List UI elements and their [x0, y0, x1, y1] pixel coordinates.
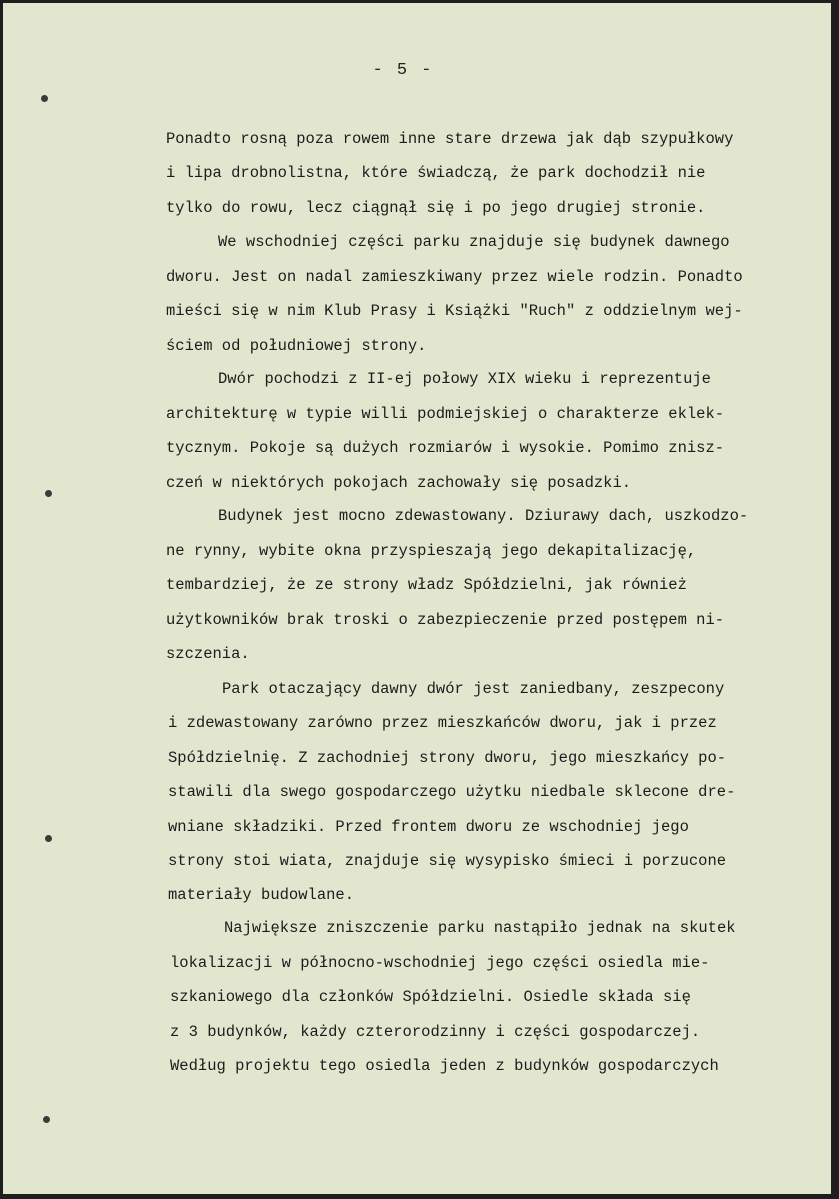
text-line: tycznym. Pokoje są dużych rozmiarów i wysokie. Pomimo znisz-: [166, 439, 725, 457]
text-line: strony stoi wiata, znajduje się wysypisko śmieci i porzucone: [168, 852, 727, 870]
binder-hole-mark: [41, 95, 48, 102]
text-line: z 3 budynków, każdy czterorodzinny i części gospodarczej.: [170, 1023, 701, 1041]
text-line: i zdewastowany zarówno przez mieszkańców dworu, jak i przez: [168, 714, 717, 732]
text-line: ściem od południowej strony.: [166, 337, 427, 355]
text-line: tembardziej, że ze strony władz Spółdzielni, jak również: [166, 576, 687, 594]
text-line: architekturę w typie willi podmiejskiej o charakterze eklek-: [166, 405, 725, 423]
text-line: tylko do rowu, lecz ciągnął się i po jego drugiej stronie.: [166, 199, 706, 217]
text-line: lokalizacji w północno-wschodniej jego części osiedla mie-: [170, 954, 710, 972]
text-line: Według projektu tego osiedla jeden z budynków gospodarczych: [170, 1057, 719, 1075]
text-line: czeń w niektórych pokojach zachowały się posadzki.: [166, 474, 632, 492]
text-line: materiały budowlane.: [168, 886, 355, 904]
text-line: Budynek jest mocno zdewastowany. Dziurawy dach, uszkodzo-: [218, 507, 749, 525]
text-line: We wschodniej części parku znajduje się budynek dawnego: [218, 233, 730, 251]
document-page: [3, 3, 831, 1194]
binder-hole-mark: [43, 1116, 50, 1123]
text-line: szczenia.: [166, 645, 250, 663]
text-line: Spółdzielnię. Z zachodniej strony dworu, jego mieszkańcy po-: [168, 749, 727, 767]
text-line: ne rynny, wybite okna przyspieszają jego dekapitalizację,: [166, 542, 697, 560]
binder-hole-mark: [45, 835, 52, 842]
text-line: stawili dla swego gospodarczego użytku niedbale sklecone dre-: [168, 783, 736, 801]
text-line: Park otaczający dawny dwór jest zaniedbany, zeszpecony: [222, 680, 725, 698]
text-line: szkaniowego dla członków Spółdzielni. Osiedle składa się: [170, 988, 691, 1006]
text-line: dworu. Jest on nadal zamieszkiwany przez wiele rodzin. Ponadto: [166, 268, 743, 286]
text-line: i lipa drobnolistna, które świadczą, że park dochodził nie: [166, 164, 706, 182]
text-line: mieści się w nim Klub Prasy i Książki "Ruch" z oddzielnym wej-: [166, 302, 743, 320]
text-line: Dwór pochodzi z II-ej połowy XIX wieku i reprezentuje: [218, 370, 711, 388]
text-line: Największe zniszczenie parku nastąpiło jednak na skutek: [224, 919, 736, 937]
text-line: Ponadto rosną poza rowem inne stare drzewa jak dąb szypułkowy: [166, 130, 734, 148]
binder-hole-mark: [45, 490, 52, 497]
page-number: - 5 -: [372, 61, 434, 80]
text-line: użytkowników brak troski o zabezpieczenie przed postępem ni-: [166, 611, 725, 629]
text-line: wniane składziki. Przed frontem dworu ze wschodniej jego: [168, 818, 689, 836]
